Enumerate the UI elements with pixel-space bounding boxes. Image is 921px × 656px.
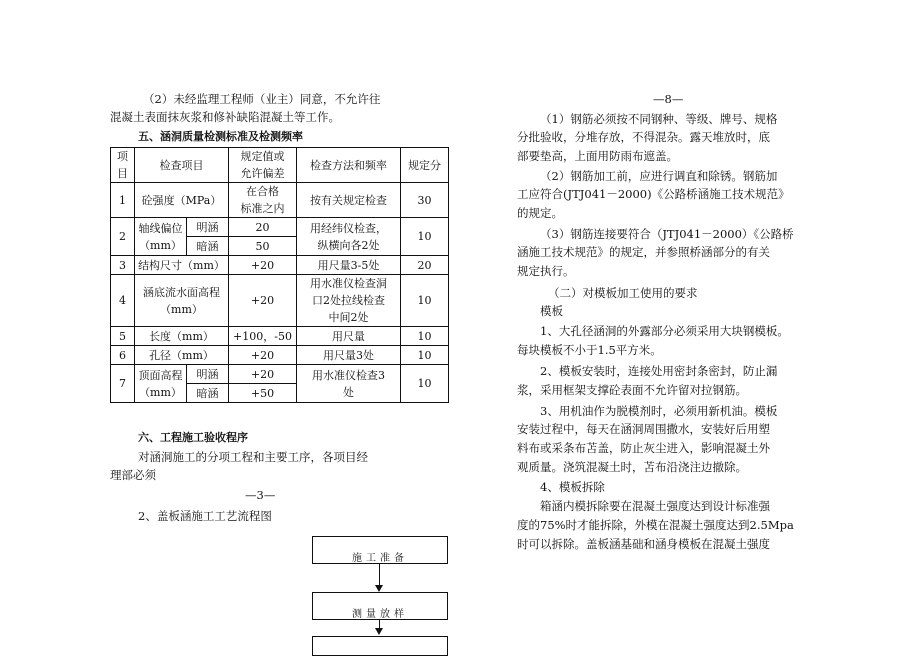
row6-method: 用尺量3处	[297, 346, 401, 365]
paragraph-line: 2、模板安装时，连接处用密封条密封，防止漏	[540, 364, 778, 378]
paragraph-line: 时可以拆除。盖板涵基础和涵身模板在混凝土强度	[517, 537, 770, 551]
page-number-right: —8—	[653, 92, 684, 106]
flowchart-box-survey: 测量放样	[312, 592, 448, 620]
row5-spec: +100，-50	[229, 327, 297, 346]
row7-spec1: +20	[229, 365, 297, 384]
row7-item: 顶面高程 （mm）	[135, 365, 187, 403]
row4-method: 用水准仪检查洞 口2处拉线检查 中间2处	[297, 275, 401, 327]
paragraph-line: 混凝土表面抹灰浆和修补缺陷混凝土等工作。	[110, 110, 340, 124]
row2-sub1: 明涵	[187, 218, 229, 237]
row3-spec: +20	[229, 256, 297, 275]
paragraph-line: 模板	[540, 304, 563, 318]
row1-score: 30	[401, 183, 449, 218]
row3-no: 3	[111, 256, 135, 275]
row7-method: 用水准仪检查3 处	[297, 365, 401, 403]
header-spec: 规定值或 允许偏差	[229, 148, 297, 183]
row1-no: 1	[111, 183, 135, 218]
paragraph-line: 安装过程中，每天在涵洞周围撒水，安装好后用塑	[517, 422, 770, 436]
row2-no: 2	[111, 218, 135, 256]
row7-spec2: +50	[229, 384, 297, 403]
paragraph-line: 度的75%时才能拆除，外模在混凝土强度达到2.5Mpa	[517, 518, 794, 532]
paragraph-line: 分批验收，分堆存放，不得混杂。露天堆放时，底	[517, 130, 770, 144]
row6-spec: +20	[229, 346, 297, 365]
row1-spec: 在合格 标准之内	[229, 183, 297, 218]
paragraph-line: 浆，采用框架支撑砼表面不允许留对拉钢筋。	[517, 383, 747, 397]
header-no: 项 目	[111, 148, 135, 183]
row3-item: 结构尺寸（mm）	[135, 256, 229, 275]
row3-method: 用尺量3-5处	[297, 256, 401, 275]
row4-score: 10	[401, 275, 449, 327]
page-number-left: —3—	[245, 488, 276, 502]
row7-sub1: 明涵	[187, 365, 229, 384]
paragraph-line: （二）对模板加工使用的要求	[548, 286, 698, 300]
paragraph-line: 箱涵内模拆除要在混凝土强度达到设计标准强	[540, 499, 770, 513]
paragraph-line: 规定执行。	[517, 264, 575, 278]
paragraph-line: （2）钢筋加工前，应进行调直和除锈。钢筋加	[540, 169, 778, 183]
header-item: 检查项目	[135, 148, 229, 183]
flowchart-arrow-line	[379, 564, 380, 587]
paragraph-line: 4、模板拆除	[540, 480, 605, 494]
paragraph-line: 涵施工技术规范》的规定，并参照桥涵部分的有关	[517, 245, 770, 259]
row2-method: 用经纬仪检查， 纵横向各2处	[297, 218, 401, 256]
row6-no: 6	[111, 346, 135, 365]
row2-sub2: 暗涵	[187, 237, 229, 256]
row7-score: 10	[401, 365, 449, 403]
row7-sub2: 暗涵	[187, 384, 229, 403]
row6-score: 10	[401, 346, 449, 365]
flowchart-box-preparation: 施工准备	[312, 536, 448, 564]
paragraph-line: 工应符合(JTJ041－2000)《公路桥涵施工技术规范》	[517, 187, 790, 201]
flowchart-box-next	[312, 636, 448, 656]
paragraph-line: 1、大孔径涵洞的外露部分必须采用大块钢模板。	[540, 324, 789, 338]
section-heading-acceptance: 六、工程施工验收程序	[138, 431, 248, 444]
paragraph-line: （1）钢筋必须按不同钢种、等级、牌号、规格	[540, 112, 778, 126]
row1-item: 砼强度（MPa）	[135, 183, 229, 218]
paragraph-line: 理部必须	[110, 468, 156, 482]
paragraph-line: （2）未经监理工程师（业主）同意，不允许往	[143, 92, 381, 106]
paragraph-line: 每块模板不小于1.5平方米。	[517, 343, 662, 357]
row5-item: 长度（mm）	[135, 327, 229, 346]
flowchart-title: 2、盖板涵施工工艺流程图	[138, 509, 272, 523]
row2-spec2: 50	[229, 237, 297, 256]
paragraph-line: 3、用机油作为脱模剂时，必须用新机油。模板	[540, 404, 778, 418]
quality-standards-table	[110, 147, 449, 403]
paragraph-line: （3）钢筋连接要符合（JTJ041－2000）《公路桥	[540, 227, 794, 241]
row5-no: 5	[111, 327, 135, 346]
header-score: 规定分	[401, 148, 449, 183]
paragraph-line: 料布或采条布苫盖，防止灰尘进入，影响混凝土外	[517, 441, 770, 455]
row2-score: 10	[401, 218, 449, 256]
row5-score: 10	[401, 327, 449, 346]
header-method: 检查方法和频率	[297, 148, 401, 183]
paragraph-line: 部要垫高，上面用防雨布遮盖。	[517, 149, 678, 163]
row7-no: 7	[111, 365, 135, 403]
section-heading-quality: 五、涵洞质量检测标准及检测频率	[138, 130, 303, 143]
arrow-down-icon	[375, 585, 383, 592]
row4-no: 4	[111, 275, 135, 327]
row4-item: 涵底流水面高程 （mm）	[135, 275, 229, 327]
row1-method: 按有关规定检查	[297, 183, 401, 218]
row2-spec1: 20	[229, 218, 297, 237]
row6-item: 孔径（mm）	[135, 346, 229, 365]
paragraph-line: 的规定。	[517, 206, 563, 220]
row2-item: 轴线偏位 （mm）	[135, 218, 187, 256]
row3-score: 20	[401, 256, 449, 275]
arrow-down-icon	[375, 628, 383, 635]
paragraph-line: 对涵洞施工的分项工程和主要工序，各项目经	[138, 450, 368, 464]
paragraph-line: 观质量。浇筑混凝土时，苫布沿浇注边撤除。	[517, 460, 747, 474]
row4-spec: +20	[229, 275, 297, 327]
row5-method: 用尺量	[297, 327, 401, 346]
